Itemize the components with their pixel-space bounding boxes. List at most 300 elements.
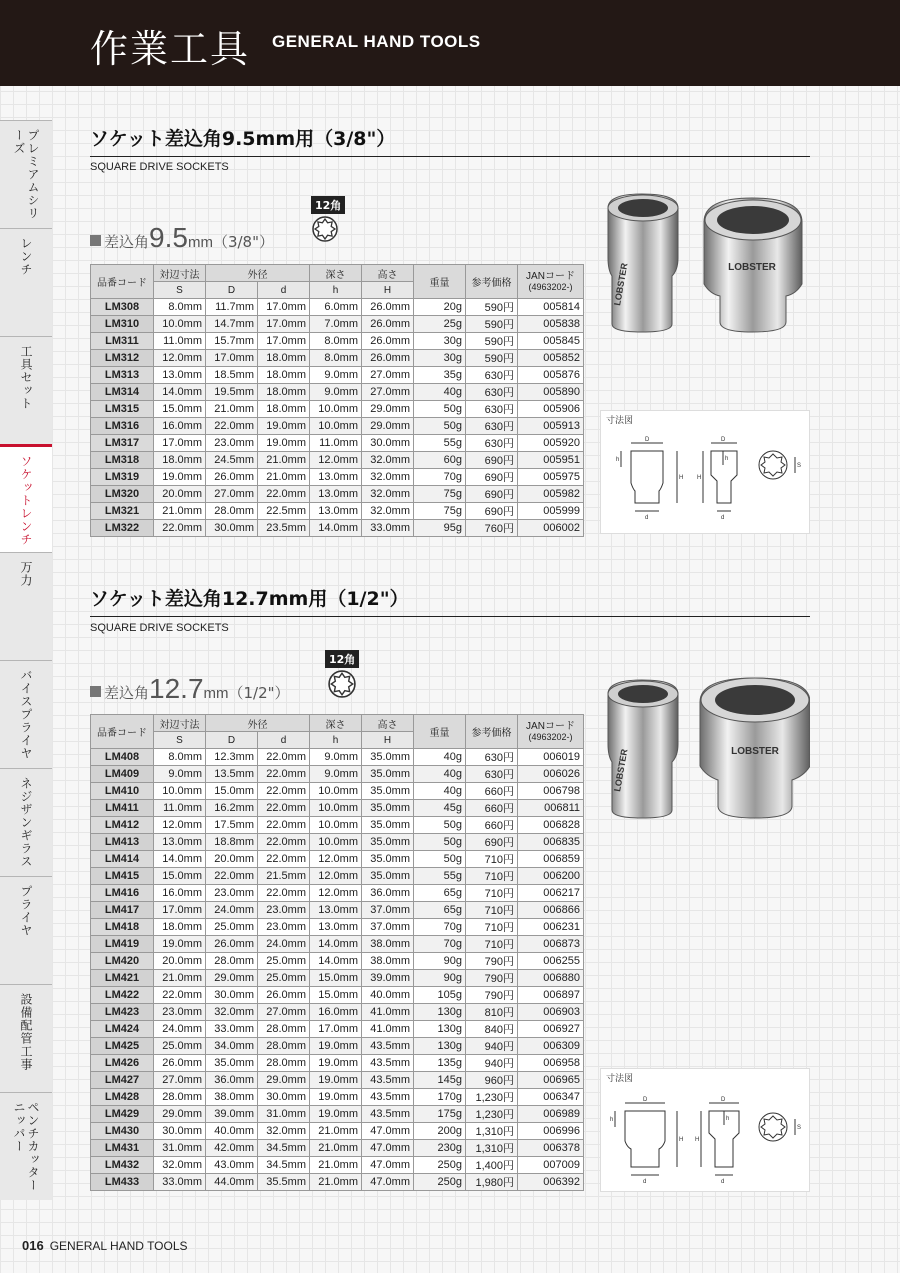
- outer-diameter-d-cell: 22.0mm: [258, 783, 310, 800]
- outer-diameter-d-cell: 17.0mm: [258, 316, 310, 333]
- weight-cell: 130g: [414, 1004, 466, 1021]
- page-footer: [22, 1238, 188, 1253]
- weight-cell: 65g: [414, 885, 466, 902]
- price-cell: 1,980円: [466, 1174, 518, 1191]
- weight-cell: 45g: [414, 800, 466, 817]
- weight-cell: 20g: [414, 299, 466, 316]
- weight-cell: 50g: [414, 834, 466, 851]
- depth-h-cell: 10.0mm: [310, 834, 362, 851]
- sidebar-tab-pliers[interactable]: [0, 876, 52, 984]
- weight-cell: 170g: [414, 1089, 466, 1106]
- part-code-cell: LM425: [91, 1038, 154, 1055]
- sidebar-tab-screw-pliers[interactable]: [0, 768, 52, 876]
- price-cell: 710円: [466, 868, 518, 885]
- part-code-cell: LM431: [91, 1140, 154, 1157]
- outer-diameter-d-cell: 34.5mm: [258, 1157, 310, 1174]
- across-flats-cell: 31.0mm: [154, 1140, 206, 1157]
- weight-cell: 130g: [414, 1038, 466, 1055]
- jan-label: JANコード: [526, 720, 575, 732]
- part-code-cell: LM416: [91, 885, 154, 902]
- across-flats-cell: 29.0mm: [154, 1106, 206, 1123]
- drive-size-unit: mm: [203, 685, 229, 702]
- price-cell: 790円: [466, 953, 518, 970]
- svg-text:h: h: [616, 457, 620, 463]
- product-logo-text: LOBSTER: [612, 262, 630, 307]
- sidebar-tab-plumbing[interactable]: [0, 984, 52, 1092]
- price-cell: 690円: [466, 834, 518, 851]
- across-flats-cell: 19.0mm: [154, 469, 206, 486]
- section-title: ソケット差込角9.5mm用（3/8"）: [90, 128, 396, 150]
- outer-diameter-D-cell: 19.5mm: [206, 384, 258, 401]
- part-code-cell: LM422: [91, 987, 154, 1004]
- across-flats-cell: 13.0mm: [154, 834, 206, 851]
- jan-code-cell: 006347: [518, 1089, 584, 1106]
- outer-diameter-d-cell: 23.0mm: [258, 919, 310, 936]
- table-row: [91, 749, 584, 766]
- jan-code-cell: 005876: [518, 367, 584, 384]
- depth-h-cell: 12.0mm: [310, 452, 362, 469]
- height-H-cell: 35.0mm: [362, 766, 414, 783]
- table-row: [91, 902, 584, 919]
- outer-diameter-d-cell: 21.0mm: [258, 452, 310, 469]
- jan-code-cell: 005838: [518, 316, 584, 333]
- price-cell: 710円: [466, 936, 518, 953]
- across-flats-cell: 14.0mm: [154, 851, 206, 868]
- outer-diameter-D-cell: 23.0mm: [206, 885, 258, 902]
- height-H-cell: 47.0mm: [362, 1174, 414, 1191]
- outer-diameter-D-cell: 16.2mm: [206, 800, 258, 817]
- jan-code-cell: 005852: [518, 350, 584, 367]
- height-H-cell: 29.0mm: [362, 401, 414, 418]
- table-row: [91, 1055, 584, 1072]
- across-flats-cell: 9.0mm: [154, 766, 206, 783]
- outer-diameter-D-cell: 27.0mm: [206, 486, 258, 503]
- svg-text:h: h: [610, 1117, 614, 1123]
- outer-diameter-d-cell: 23.0mm: [258, 902, 310, 919]
- weight-cell: 70g: [414, 936, 466, 953]
- across-flats-cell: 30.0mm: [154, 1123, 206, 1140]
- outer-diameter-D-cell: 13.5mm: [206, 766, 258, 783]
- section-divider: [90, 616, 810, 617]
- part-code-cell: LM409: [91, 766, 154, 783]
- outer-diameter-D-cell: 15.7mm: [206, 333, 258, 350]
- jan-code-cell: 006231: [518, 919, 584, 936]
- across-flats-cell: 16.0mm: [154, 418, 206, 435]
- weight-cell: 50g: [414, 817, 466, 834]
- depth-h-cell: 21.0mm: [310, 1140, 362, 1157]
- depth-h-cell: 12.0mm: [310, 851, 362, 868]
- depth-h-cell: 7.0mm: [310, 316, 362, 333]
- price-cell: 590円: [466, 333, 518, 350]
- price-cell: 760円: [466, 520, 518, 537]
- depth-h-cell: 13.0mm: [310, 469, 362, 486]
- part-code-cell: LM412: [91, 817, 154, 834]
- svg-text:D: D: [645, 437, 650, 443]
- outer-diameter-D-cell: 21.0mm: [206, 401, 258, 418]
- outer-diameter-d-cell: 18.0mm: [258, 401, 310, 418]
- depth-h-cell: 12.0mm: [310, 885, 362, 902]
- svg-text:D: D: [721, 1097, 726, 1103]
- depth-h-cell: 11.0mm: [310, 435, 362, 452]
- price-cell: 690円: [466, 452, 518, 469]
- sidebar-tab-vise-pliers[interactable]: [0, 660, 52, 768]
- svg-text:d: d: [721, 515, 725, 521]
- svg-text:H: H: [697, 475, 702, 481]
- depth-h-cell: 16.0mm: [310, 1004, 362, 1021]
- height-H-cell: 35.0mm: [362, 868, 414, 885]
- price-cell: 940円: [466, 1038, 518, 1055]
- height-H-cell: 26.0mm: [362, 316, 414, 333]
- across-flats-cell: 15.0mm: [154, 868, 206, 885]
- jan-code-cell: 006378: [518, 1140, 584, 1157]
- jan-code-cell: 005814: [518, 299, 584, 316]
- sidebar-tab-label: 設備配管工事: [19, 993, 33, 1071]
- price-cell: 1,400円: [466, 1157, 518, 1174]
- height-H-cell: 43.5mm: [362, 1072, 414, 1089]
- jan-code-cell: 006392: [518, 1174, 584, 1191]
- across-flats-cell: 23.0mm: [154, 1004, 206, 1021]
- price-cell: 960円: [466, 1072, 518, 1089]
- sidebar-tab-socket-wrench[interactable]: [0, 444, 52, 552]
- table-row: [91, 936, 584, 953]
- drive-size-unit: mm: [187, 234, 213, 251]
- part-code-cell: LM429: [91, 1106, 154, 1123]
- outer-diameter-D-cell: 18.8mm: [206, 834, 258, 851]
- across-flats-cell: 16.0mm: [154, 885, 206, 902]
- outer-diameter-D-cell: 20.0mm: [206, 851, 258, 868]
- table-row: [91, 384, 584, 401]
- jan-code-cell: 006927: [518, 1021, 584, 1038]
- table-row: [91, 1004, 584, 1021]
- height-H-cell: 43.5mm: [362, 1106, 414, 1123]
- svg-text:h: h: [725, 456, 729, 462]
- jan-code-cell: 006989: [518, 1106, 584, 1123]
- across-flats-cell: 22.0mm: [154, 520, 206, 537]
- part-code-cell: LM312: [91, 350, 154, 367]
- height-H-cell: 43.5mm: [362, 1089, 414, 1106]
- table-row: [91, 401, 584, 418]
- outer-diameter-D-cell: 36.0mm: [206, 1072, 258, 1089]
- product-logo-text: LOBSTER: [728, 262, 776, 273]
- twelve-point-badge: 12角: [325, 650, 359, 668]
- socket-product-photo-12-7mm: [600, 672, 810, 822]
- across-flats-cell: 28.0mm: [154, 1089, 206, 1106]
- height-H-cell: 27.0mm: [362, 384, 414, 401]
- table-row: [91, 868, 584, 885]
- outer-diameter-d-cell: 18.0mm: [258, 350, 310, 367]
- outer-diameter-d-cell: 17.0mm: [258, 299, 310, 316]
- part-code-cell: LM430: [91, 1123, 154, 1140]
- depth-h-cell: 10.0mm: [310, 800, 362, 817]
- jan-code-cell: 006958: [518, 1055, 584, 1072]
- table-row: [91, 1157, 584, 1174]
- dimension-diagram-title: 寸法図: [606, 1074, 634, 1084]
- drive-size-value: 9.5: [149, 222, 188, 253]
- part-code-cell: LM433: [91, 1174, 154, 1191]
- jan-code-cell: 006811: [518, 800, 584, 817]
- sidebar-tab-tool-set[interactable]: [0, 336, 52, 444]
- depth-h-cell: 17.0mm: [310, 1021, 362, 1038]
- product-logo-text: LOBSTER: [612, 748, 630, 793]
- jan-code-cell: 006859: [518, 851, 584, 868]
- outer-diameter-d-cell: 21.0mm: [258, 469, 310, 486]
- outer-diameter-d-cell: 22.0mm: [258, 885, 310, 902]
- weight-cell: 145g: [414, 1072, 466, 1089]
- jan-code-cell: 006866: [518, 902, 584, 919]
- price-cell: 630円: [466, 766, 518, 783]
- jan-code-cell: 007009: [518, 1157, 584, 1174]
- sidebar-tab-label: プレミアムシリーズ: [12, 129, 40, 220]
- outer-diameter-D-cell: 15.0mm: [206, 783, 258, 800]
- jan-code-cell: 006996: [518, 1123, 584, 1140]
- price-cell: 660円: [466, 817, 518, 834]
- price-cell: 710円: [466, 885, 518, 902]
- table-row: [91, 503, 584, 520]
- outer-diameter-d-cell: 30.0mm: [258, 1089, 310, 1106]
- depth-h-cell: 10.0mm: [310, 783, 362, 800]
- weight-cell: 55g: [414, 435, 466, 452]
- part-code-cell: LM310: [91, 316, 154, 333]
- drive-size-fraction: （3/8"）: [212, 233, 274, 251]
- col-outer-header: 外径: [206, 265, 310, 282]
- height-H-cell: 35.0mm: [362, 783, 414, 800]
- height-H-cell: 43.5mm: [362, 1055, 414, 1072]
- across-flats-cell: 17.0mm: [154, 902, 206, 919]
- price-cell: 590円: [466, 316, 518, 333]
- price-cell: 940円: [466, 1055, 518, 1072]
- depth-h-cell: 9.0mm: [310, 367, 362, 384]
- price-cell: 840円: [466, 1021, 518, 1038]
- sidebar-tab-label: ネジザンギラス: [19, 777, 33, 868]
- height-H-cell: 29.0mm: [362, 418, 414, 435]
- table-row: [91, 333, 584, 350]
- part-code-cell: LM428: [91, 1089, 154, 1106]
- jan-code-cell: 006965: [518, 1072, 584, 1089]
- jan-code-cell: 006200: [518, 868, 584, 885]
- sidebar-tab-wrench[interactable]: [0, 228, 52, 336]
- svg-text:S: S: [797, 463, 802, 469]
- part-code-cell: LM417: [91, 902, 154, 919]
- across-flats-cell: 12.0mm: [154, 350, 206, 367]
- svg-text:D: D: [643, 1097, 648, 1103]
- outer-diameter-D-cell: 30.0mm: [206, 520, 258, 537]
- height-H-cell: 41.0mm: [362, 1004, 414, 1021]
- jan-prefix: (4963202-): [528, 281, 573, 292]
- depth-h-cell: 21.0mm: [310, 1174, 362, 1191]
- price-cell: 710円: [466, 902, 518, 919]
- price-cell: 1,230円: [466, 1089, 518, 1106]
- svg-text:h: h: [726, 1116, 730, 1122]
- height-H-cell: 37.0mm: [362, 902, 414, 919]
- col-h-header: h: [310, 282, 362, 299]
- outer-diameter-D-cell: 32.0mm: [206, 1004, 258, 1021]
- weight-cell: 175g: [414, 1106, 466, 1123]
- across-flats-cell: 26.0mm: [154, 1055, 206, 1072]
- svg-text:H: H: [695, 1137, 700, 1143]
- depth-h-cell: 13.0mm: [310, 902, 362, 919]
- outer-diameter-d-cell: 19.0mm: [258, 418, 310, 435]
- outer-diameter-D-cell: 42.0mm: [206, 1140, 258, 1157]
- weight-cell: 90g: [414, 953, 466, 970]
- part-code-cell: LM426: [91, 1055, 154, 1072]
- price-cell: 590円: [466, 299, 518, 316]
- twelve-point-badge: 12角: [311, 196, 345, 214]
- sidebar-tab-vise[interactable]: [0, 552, 52, 660]
- across-flats-cell: 8.0mm: [154, 749, 206, 766]
- col-across-header: 対辺寸法: [154, 715, 206, 732]
- weight-cell: 230g: [414, 1140, 466, 1157]
- outer-diameter-D-cell: 34.0mm: [206, 1038, 258, 1055]
- table-row: [91, 1140, 584, 1157]
- depth-h-cell: 10.0mm: [310, 401, 362, 418]
- depth-h-cell: 19.0mm: [310, 1055, 362, 1072]
- part-code-cell: LM423: [91, 1004, 154, 1021]
- dimension-drawing: [601, 411, 811, 535]
- across-flats-cell: 32.0mm: [154, 1157, 206, 1174]
- across-flats-cell: 17.0mm: [154, 435, 206, 452]
- svg-text:D: D: [721, 437, 726, 443]
- spec-table-12-7mm: [90, 714, 584, 1191]
- height-H-cell: 26.0mm: [362, 333, 414, 350]
- jan-code-cell: 005951: [518, 452, 584, 469]
- col-d-header: d: [258, 732, 310, 749]
- table-row: [91, 783, 584, 800]
- col-H-header: H: [362, 732, 414, 749]
- table-row: [91, 987, 584, 1004]
- outer-diameter-D-cell: 40.0mm: [206, 1123, 258, 1140]
- depth-h-cell: 19.0mm: [310, 1072, 362, 1089]
- weight-cell: 60g: [414, 452, 466, 469]
- outer-diameter-D-cell: 23.0mm: [206, 435, 258, 452]
- jan-code-cell: 006798: [518, 783, 584, 800]
- col-d-header: d: [258, 282, 310, 299]
- weight-cell: 75g: [414, 503, 466, 520]
- drive-size-value: 12.7: [149, 673, 204, 704]
- drive-size-fraction: （1/2"）: [228, 684, 290, 702]
- table-row: [91, 299, 584, 316]
- height-H-cell: 40.0mm: [362, 987, 414, 1004]
- sidebar-tab-label: レンチ: [19, 237, 33, 276]
- jan-code-cell: 006903: [518, 1004, 584, 1021]
- outer-diameter-d-cell: 24.0mm: [258, 936, 310, 953]
- outer-diameter-D-cell: 22.0mm: [206, 418, 258, 435]
- jan-code-cell: 006828: [518, 817, 584, 834]
- part-code-cell: LM317: [91, 435, 154, 452]
- price-cell: 790円: [466, 970, 518, 987]
- outer-diameter-d-cell: 28.0mm: [258, 1021, 310, 1038]
- col-height-header: 高さ: [362, 265, 414, 282]
- col-across-header: 対辺寸法: [154, 265, 206, 282]
- price-cell: 660円: [466, 783, 518, 800]
- outer-diameter-D-cell: 17.5mm: [206, 817, 258, 834]
- outer-diameter-d-cell: 22.5mm: [258, 503, 310, 520]
- price-cell: 710円: [466, 851, 518, 868]
- col-outer-header: 外径: [206, 715, 310, 732]
- price-cell: 710円: [466, 919, 518, 936]
- weight-cell: 200g: [414, 1123, 466, 1140]
- col-H-header: H: [362, 282, 414, 299]
- height-H-cell: 26.0mm: [362, 299, 414, 316]
- col-height-header: 高さ: [362, 715, 414, 732]
- footer-text: GENERAL HAND TOOLS: [49, 1239, 188, 1253]
- section-title: ソケット差込角12.7mm用（1/2"）: [90, 588, 409, 610]
- part-code-cell: LM311: [91, 333, 154, 350]
- table-row: [91, 834, 584, 851]
- depth-h-cell: 13.0mm: [310, 503, 362, 520]
- sidebar-tab-label: バイスプライヤ: [19, 669, 33, 760]
- part-code-cell: LM408: [91, 749, 154, 766]
- table-row: [91, 350, 584, 367]
- jan-code-cell: 006309: [518, 1038, 584, 1055]
- depth-h-cell: 9.0mm: [310, 749, 362, 766]
- price-cell: 630円: [466, 401, 518, 418]
- outer-diameter-d-cell: 17.0mm: [258, 333, 310, 350]
- weight-cell: 70g: [414, 469, 466, 486]
- outer-diameter-d-cell: 22.0mm: [258, 834, 310, 851]
- part-code-cell: LM432: [91, 1157, 154, 1174]
- jan-code-cell: 005982: [518, 486, 584, 503]
- sidebar-tab-label: ソケットレンチ: [19, 455, 33, 546]
- outer-diameter-D-cell: 22.0mm: [206, 868, 258, 885]
- part-code-cell: LM424: [91, 1021, 154, 1038]
- price-cell: 790円: [466, 987, 518, 1004]
- sidebar-tab-cutters[interactable]: [0, 1092, 52, 1200]
- socket-product-photo-9-5mm: [600, 186, 810, 336]
- outer-diameter-D-cell: 12.3mm: [206, 749, 258, 766]
- height-H-cell: 35.0mm: [362, 800, 414, 817]
- twelve-point-socket-icon: [328, 670, 356, 698]
- part-code-cell: LM413: [91, 834, 154, 851]
- outer-diameter-d-cell: 18.0mm: [258, 384, 310, 401]
- table-row: [91, 1089, 584, 1106]
- outer-diameter-D-cell: 18.5mm: [206, 367, 258, 384]
- col-D-header: D: [206, 282, 258, 299]
- across-flats-cell: 8.0mm: [154, 299, 206, 316]
- part-code-cell: LM320: [91, 486, 154, 503]
- depth-h-cell: 15.0mm: [310, 970, 362, 987]
- price-cell: 590円: [466, 350, 518, 367]
- jan-code-cell: 006835: [518, 834, 584, 851]
- depth-h-cell: 14.0mm: [310, 953, 362, 970]
- table-row: [91, 435, 584, 452]
- across-flats-cell: 10.0mm: [154, 783, 206, 800]
- depth-h-cell: 14.0mm: [310, 936, 362, 953]
- sidebar-tab-label: 万力: [19, 561, 33, 587]
- svg-text:d: d: [643, 1179, 647, 1185]
- height-H-cell: 35.0mm: [362, 749, 414, 766]
- weight-cell: 40g: [414, 384, 466, 401]
- jan-code-cell: 006873: [518, 936, 584, 953]
- outer-diameter-d-cell: 27.0mm: [258, 1004, 310, 1021]
- jan-code-cell: 006255: [518, 953, 584, 970]
- jan-code-cell: 006897: [518, 987, 584, 1004]
- table-row: [91, 885, 584, 902]
- price-cell: 1,310円: [466, 1140, 518, 1157]
- weight-cell: 75g: [414, 486, 466, 503]
- table-row: [91, 919, 584, 936]
- outer-diameter-d-cell: 22.0mm: [258, 749, 310, 766]
- across-flats-cell: 18.0mm: [154, 452, 206, 469]
- dimension-diagram-12-7mm: [600, 1068, 810, 1192]
- page-number: 016: [22, 1238, 44, 1253]
- col-S-header: S: [154, 732, 206, 749]
- part-code-cell: LM410: [91, 783, 154, 800]
- depth-h-cell: 14.0mm: [310, 520, 362, 537]
- col-h-header: h: [310, 732, 362, 749]
- product-logo-text: LOBSTER: [731, 746, 779, 757]
- col-depth-header: 深さ: [310, 715, 362, 732]
- sidebar-tab-premium[interactable]: [0, 120, 52, 228]
